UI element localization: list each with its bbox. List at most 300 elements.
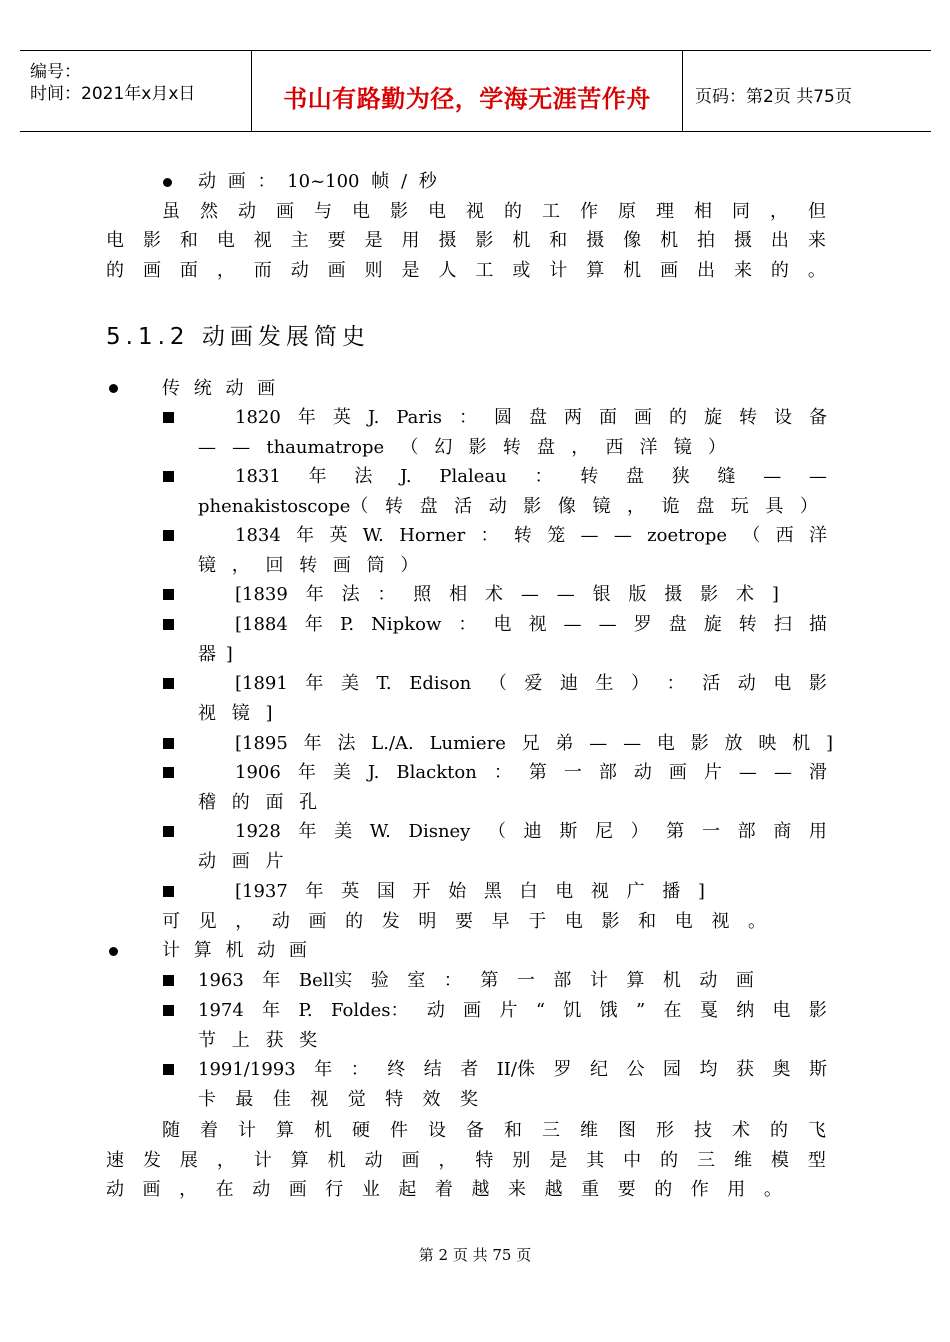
text-token: 滑 — [808, 762, 827, 783]
text-token: J. — [367, 407, 380, 428]
text-token: 一 — [516, 970, 535, 991]
text-token: 影 — [808, 673, 827, 694]
text-token: 机 — [623, 260, 642, 281]
text-token: 备 — [809, 407, 827, 428]
text-token: 画 — [401, 1150, 420, 1171]
text-token: 设 — [428, 1120, 446, 1141]
text-token: 则 — [364, 260, 383, 281]
text-token: 与 — [314, 201, 332, 222]
text-token: ， — [216, 260, 235, 281]
closing-paragraph-line — [106, 1150, 826, 1172]
text-token: ） — [631, 673, 650, 694]
text-token: Edison — [409, 673, 472, 694]
text-token: W. — [369, 821, 391, 842]
text-token: 动 — [737, 673, 756, 694]
list-item-line — [235, 407, 827, 429]
text-token: 画 — [735, 970, 754, 991]
text-token: 视 — [466, 201, 484, 222]
text-token: 盘 — [696, 496, 715, 517]
text-token: L./A. — [371, 733, 414, 754]
text-token: 镜 — [673, 437, 692, 458]
text-token: 虽 — [162, 201, 180, 222]
text-token: ， — [571, 437, 590, 458]
text-token: 具 — [765, 496, 784, 517]
text-token: 电 — [106, 230, 124, 251]
text-token: T. — [376, 673, 392, 694]
text-token: 年 — [298, 821, 317, 842]
text-token: 的 — [770, 1120, 788, 1141]
text-token: — — [556, 584, 575, 605]
text-token: 活 — [454, 496, 473, 517]
text-token: 饿 — [599, 1000, 618, 1021]
text-token: 验 — [370, 970, 389, 991]
text-token: 设 — [774, 407, 792, 428]
text-token: 一 — [563, 762, 582, 783]
bullet-square — [163, 826, 174, 837]
text-token: 第 — [480, 970, 499, 991]
text-token: 结 — [423, 1059, 442, 1080]
text-token: 1820 — [235, 407, 281, 428]
text-token: 电 — [352, 201, 370, 222]
text-token: 旋 — [703, 614, 722, 635]
text-token: 年 — [305, 584, 324, 605]
list-item-line — [235, 614, 827, 636]
text-token: 速 — [106, 1150, 124, 1171]
text-token: 着 — [434, 1179, 453, 1200]
text-token: — — [773, 762, 792, 783]
text-token: [1884 — [235, 614, 288, 635]
text-token: 画 — [142, 1179, 161, 1200]
text-token: 广 — [626, 881, 645, 902]
header-page-cell — [683, 51, 931, 131]
text-token: 明 — [418, 911, 437, 932]
text-token: 转 — [580, 466, 599, 487]
text-token: — — [808, 466, 827, 487]
text-token: 画 — [142, 260, 161, 281]
closing-paragraph-line — [106, 1179, 782, 1201]
text-token: 英 — [332, 407, 351, 428]
conclusion-line — [162, 911, 766, 933]
text-token: 的 — [504, 201, 522, 222]
text-token: 年 — [262, 1000, 281, 1021]
text-token: 术 — [736, 584, 755, 605]
text-token: 白 — [519, 881, 538, 902]
text-token: Nipkow — [371, 614, 442, 635]
text-token: 术 — [485, 584, 503, 605]
text-token: Paris — [396, 407, 442, 428]
document-header — [20, 50, 931, 132]
text-token: 园 — [662, 1059, 681, 1080]
text-token: 美 — [340, 673, 359, 694]
text-token: II/侏 — [496, 1059, 535, 1080]
text-token: 饥 — [563, 1000, 582, 1021]
text-token: 动 — [271, 911, 290, 932]
text-token: 法 — [354, 466, 373, 487]
text-token: 电 — [216, 230, 235, 251]
header-motto-cell — [252, 51, 683, 131]
text-token: 部 — [598, 762, 617, 783]
text-token: 1834 — [235, 525, 281, 546]
text-token: 的 — [669, 407, 687, 428]
text-token: 影 — [808, 1000, 827, 1021]
text-token: 越 — [471, 1179, 490, 1200]
text-token: 发 — [142, 1150, 161, 1171]
text-token: 算 — [290, 1150, 309, 1171]
text-token: 重 — [581, 1179, 600, 1200]
text-token: 的 — [345, 911, 364, 932]
list-item-line — [235, 525, 827, 547]
text-token: 画 — [288, 1179, 307, 1200]
text-token: 出 — [770, 230, 789, 251]
text-token: 片 — [703, 762, 722, 783]
text-token: — — [763, 466, 782, 487]
text-token: 人 — [438, 260, 457, 281]
text-token: 技 — [694, 1120, 712, 1141]
text-token: 弟 — [555, 733, 574, 754]
bullet-square — [163, 738, 174, 749]
list-item-line — [198, 437, 726, 459]
list-item-line — [235, 762, 827, 784]
text-token: — — [198, 437, 216, 458]
text-token: 出 — [697, 260, 715, 281]
text-token: 机 — [327, 1150, 346, 1171]
text-token: （ — [400, 437, 419, 458]
text-token: 画 — [668, 762, 687, 783]
text-token: ， — [179, 1179, 198, 1200]
text-token: ） — [799, 496, 818, 517]
text-token: （ — [488, 673, 507, 694]
text-token: 机 — [660, 230, 679, 251]
text-token: 备 — [466, 1120, 484, 1141]
text-token: W. — [362, 525, 384, 546]
text-token: 片 — [499, 1000, 518, 1021]
text-token: 电 — [564, 911, 583, 932]
text-token: 动 — [290, 260, 309, 281]
text-token: 计 — [549, 260, 568, 281]
text-token: 作 — [690, 1179, 709, 1200]
computer-heading: 计 算 机 动 画 — [162, 940, 307, 961]
list-item-line — [198, 1059, 827, 1081]
text-token: 拍 — [697, 230, 715, 251]
bullet-square — [163, 886, 174, 897]
text-token: Lumiere — [429, 733, 506, 754]
text-token: 商 — [773, 821, 792, 842]
bullet-dot — [163, 178, 172, 187]
text-token: 室 — [407, 970, 426, 991]
text-token: 视 — [711, 911, 730, 932]
text-token: 终 — [387, 1059, 406, 1080]
text-token: 1928 — [235, 821, 281, 842]
text-token: 电 — [773, 673, 792, 694]
text-token: 佳 — [272, 1089, 291, 1110]
text-token: ） — [707, 437, 726, 458]
frame-rate-line: 动 画 ： 10~100 帧 / 秒 — [198, 171, 437, 192]
text-token: 起 — [398, 1179, 417, 1200]
text-token: 动 — [633, 762, 652, 783]
text-token: 转 — [738, 614, 757, 635]
list-item-line — [235, 466, 827, 488]
text-token: 笼 — [547, 525, 566, 546]
text-token: 转 — [739, 407, 757, 428]
text-token: 维 — [580, 1120, 598, 1141]
text-token: 三 — [697, 1150, 715, 1171]
text-token: “ — [535, 1000, 546, 1021]
text-token: 相 — [449, 584, 468, 605]
text-token: 获 — [735, 1059, 754, 1080]
text-token: 始 — [448, 881, 467, 902]
text-token: 盘 — [625, 466, 644, 487]
text-token: 来 — [508, 1179, 527, 1200]
text-token: 来 — [733, 260, 752, 281]
text-token: 算 — [276, 1120, 294, 1141]
text-token: 然 — [200, 201, 218, 222]
text-token: 部 — [737, 821, 756, 842]
text-token: 的 — [770, 260, 789, 281]
text-token: — — [580, 525, 599, 546]
intro-paragraph-line — [106, 230, 826, 252]
text-token: 开 — [412, 881, 431, 902]
text-token: ： — [666, 673, 685, 694]
text-token: 影 — [468, 437, 487, 458]
text-token: 戛 — [699, 1000, 718, 1021]
text-token: — — [738, 762, 757, 783]
text-token: 计 — [589, 970, 608, 991]
text-token: 电 — [428, 201, 446, 222]
text-token: Horner — [399, 525, 466, 546]
text-token: 迪 — [559, 673, 578, 694]
text-token: ， — [438, 1150, 457, 1171]
text-token: 主 — [290, 230, 309, 251]
traditional-heading: 传 统 动 画 — [162, 378, 276, 399]
text-token: 两 — [564, 407, 582, 428]
text-token: 照 — [413, 584, 432, 605]
text-token: 年 — [303, 733, 322, 754]
text-token: 展 — [179, 1150, 198, 1171]
text-token: 影 — [700, 584, 719, 605]
text-token: 的 — [106, 260, 124, 281]
document-number-label: 编号： — [30, 62, 81, 82]
text-token: 均 — [699, 1059, 718, 1080]
list-item-line — [235, 673, 827, 695]
text-token: P. — [339, 614, 355, 635]
text-token: ： — [459, 407, 477, 428]
text-token: 可 — [162, 911, 180, 932]
text-token: [1937 — [235, 881, 288, 902]
text-token: 画 — [634, 407, 652, 428]
text-token: 面 — [599, 407, 617, 428]
text-token: zoetrope — [647, 525, 727, 546]
text-token: 最 — [235, 1089, 254, 1110]
text-token: — — [520, 584, 539, 605]
text-token: 西 — [605, 437, 624, 458]
text-token: 影 — [475, 230, 494, 251]
text-token: 纳 — [736, 1000, 755, 1021]
text-token: J. — [367, 762, 380, 783]
text-token: 镜 — [592, 496, 611, 517]
list-item-line — [235, 821, 827, 843]
text-token: 诡 — [661, 496, 680, 517]
text-token: 画 — [463, 1000, 482, 1021]
text-token: 一 — [701, 821, 720, 842]
list-item-line — [198, 1000, 827, 1022]
text-token: ： — [377, 584, 396, 605]
header-page-code: 页码：第2页 共75页 — [695, 87, 852, 107]
text-token: 美 — [334, 821, 353, 842]
text-token: 电 — [656, 733, 675, 754]
text-token: Foldes： — [330, 1000, 409, 1021]
text-token: 部 — [553, 970, 572, 991]
bullet-square — [163, 619, 174, 630]
text-token: 硬 — [352, 1120, 370, 1141]
text-token: 转 — [502, 437, 521, 458]
text-token: 的 — [660, 1150, 679, 1171]
text-token: 英 — [329, 525, 348, 546]
text-token: 盘 — [419, 496, 438, 517]
text-token: [1895 — [235, 733, 288, 754]
text-token: 年 — [314, 1059, 333, 1080]
section-title: 5.1.2 动画发展简史 — [106, 324, 370, 350]
text-token: phenakistoscope（ — [198, 496, 369, 517]
text-token: 迪 — [523, 821, 542, 842]
text-token: 斯 — [559, 821, 578, 842]
text-token: 机 — [512, 230, 531, 251]
text-token: 而 — [253, 260, 272, 281]
text-token: 是 — [364, 230, 383, 251]
text-token: 图 — [618, 1120, 636, 1141]
text-token: 者 — [460, 1059, 479, 1080]
closing-paragraph-line — [162, 1120, 826, 1142]
text-token: 见 — [198, 911, 217, 932]
text-token: — — [563, 614, 582, 635]
text-token: （ — [488, 821, 507, 842]
text-token: — — [613, 525, 632, 546]
text-token: 摄 — [664, 584, 683, 605]
text-token: 法 — [337, 733, 356, 754]
text-token: ： — [534, 466, 553, 487]
document-time-label: 时间：2021年x月x日 — [30, 84, 196, 104]
text-token: 视 — [590, 881, 609, 902]
text-token: 影 — [523, 496, 542, 517]
text-token: 要 — [617, 1179, 636, 1200]
text-token: 同 — [732, 201, 750, 222]
bullet-dot — [109, 384, 118, 393]
text-token: 摄 — [733, 230, 752, 251]
text-token: Blackton — [396, 762, 477, 783]
text-token: 纪 — [589, 1059, 608, 1080]
text-token: 其 — [586, 1150, 605, 1171]
text-token: 法 — [341, 584, 360, 605]
text-token: 早 — [491, 911, 510, 932]
list-item-line: 器 ] — [198, 644, 233, 665]
text-token: 用 — [401, 230, 420, 251]
text-token: 盘 — [668, 614, 687, 635]
text-token: — — [232, 437, 251, 458]
text-token: 罗 — [633, 614, 652, 635]
text-token: 动 — [699, 970, 718, 991]
text-token: J. — [400, 466, 412, 487]
text-token: 理 — [656, 201, 674, 222]
text-token: 机 — [792, 733, 811, 754]
text-token: 效 — [422, 1089, 441, 1110]
text-token: 像 — [557, 496, 576, 517]
bullet-square — [163, 471, 174, 482]
list-item-line — [235, 881, 705, 903]
list-item-line: 稽 的 面 孔 — [198, 792, 318, 813]
text-token: 动 — [426, 1000, 445, 1021]
text-token: 别 — [512, 1150, 531, 1171]
text-token: 圆 — [494, 407, 512, 428]
text-token: 形 — [656, 1120, 674, 1141]
text-token: ， — [627, 496, 646, 517]
text-token: ， — [216, 1150, 235, 1171]
header-motto: 书山有路勤为径，学海无涯苦作舟 — [283, 85, 651, 113]
list-item-line: 动 画 片 — [198, 851, 284, 872]
text-token: 年 — [296, 525, 315, 546]
text-token: 描 — [808, 614, 827, 635]
text-token: 发 — [381, 911, 400, 932]
text-token: Plaleau — [439, 466, 507, 487]
text-token: 影 — [390, 201, 408, 222]
text-token: ： — [458, 614, 477, 635]
bullet-square — [163, 1064, 174, 1075]
list-item-line — [198, 496, 818, 518]
text-token: 扫 — [773, 614, 792, 635]
text-token: 是 — [549, 1150, 568, 1171]
text-token: 用 — [808, 821, 827, 842]
text-token: 卡 — [198, 1089, 216, 1110]
text-token: 行 — [325, 1179, 344, 1200]
text-token: 在 — [215, 1179, 234, 1200]
text-token: 动 — [488, 496, 507, 517]
intro-paragraph-line — [106, 260, 826, 282]
list-item-line — [198, 970, 754, 992]
text-token: 机 — [662, 970, 681, 991]
text-token: 原 — [618, 201, 636, 222]
text-token: 。 — [807, 260, 826, 281]
text-token: 型 — [807, 1150, 826, 1171]
text-token: 但 — [808, 201, 826, 222]
text-token: 年 — [308, 466, 327, 487]
text-token: 画 — [660, 260, 679, 281]
list-item-line: 视 镜 ] — [198, 703, 273, 724]
header-meta-cell — [20, 51, 252, 131]
text-token: 电 — [674, 911, 693, 932]
text-token: 黑 — [483, 881, 502, 902]
page-footer: 第 2 页 共 75 页 — [418, 1246, 532, 1264]
text-token: 画 — [327, 260, 346, 281]
text-token: 件 — [390, 1120, 408, 1141]
text-token: 电 — [772, 1000, 791, 1021]
text-token: 年 — [262, 970, 281, 991]
text-token: 爱 — [524, 673, 543, 694]
text-token: 作 — [580, 201, 598, 222]
text-token: 盘 — [537, 437, 556, 458]
text-token: 视 — [253, 230, 272, 251]
text-token: 要 — [455, 911, 473, 932]
text-token: 公 — [626, 1059, 645, 1080]
bullet-square — [163, 678, 174, 689]
list-item-line: 镜 ， 回 转 画 筒 ） — [198, 555, 419, 576]
text-token: 和 — [504, 1120, 522, 1141]
text-token: 特 — [385, 1089, 404, 1110]
text-token: 转 — [384, 496, 403, 517]
text-token: 的 — [654, 1179, 673, 1200]
text-token: ： — [480, 525, 499, 546]
text-token: 要 — [327, 230, 346, 251]
text-token: thaumatrope — [266, 437, 385, 458]
text-token: 三 — [542, 1120, 560, 1141]
text-token: ， — [235, 911, 254, 932]
